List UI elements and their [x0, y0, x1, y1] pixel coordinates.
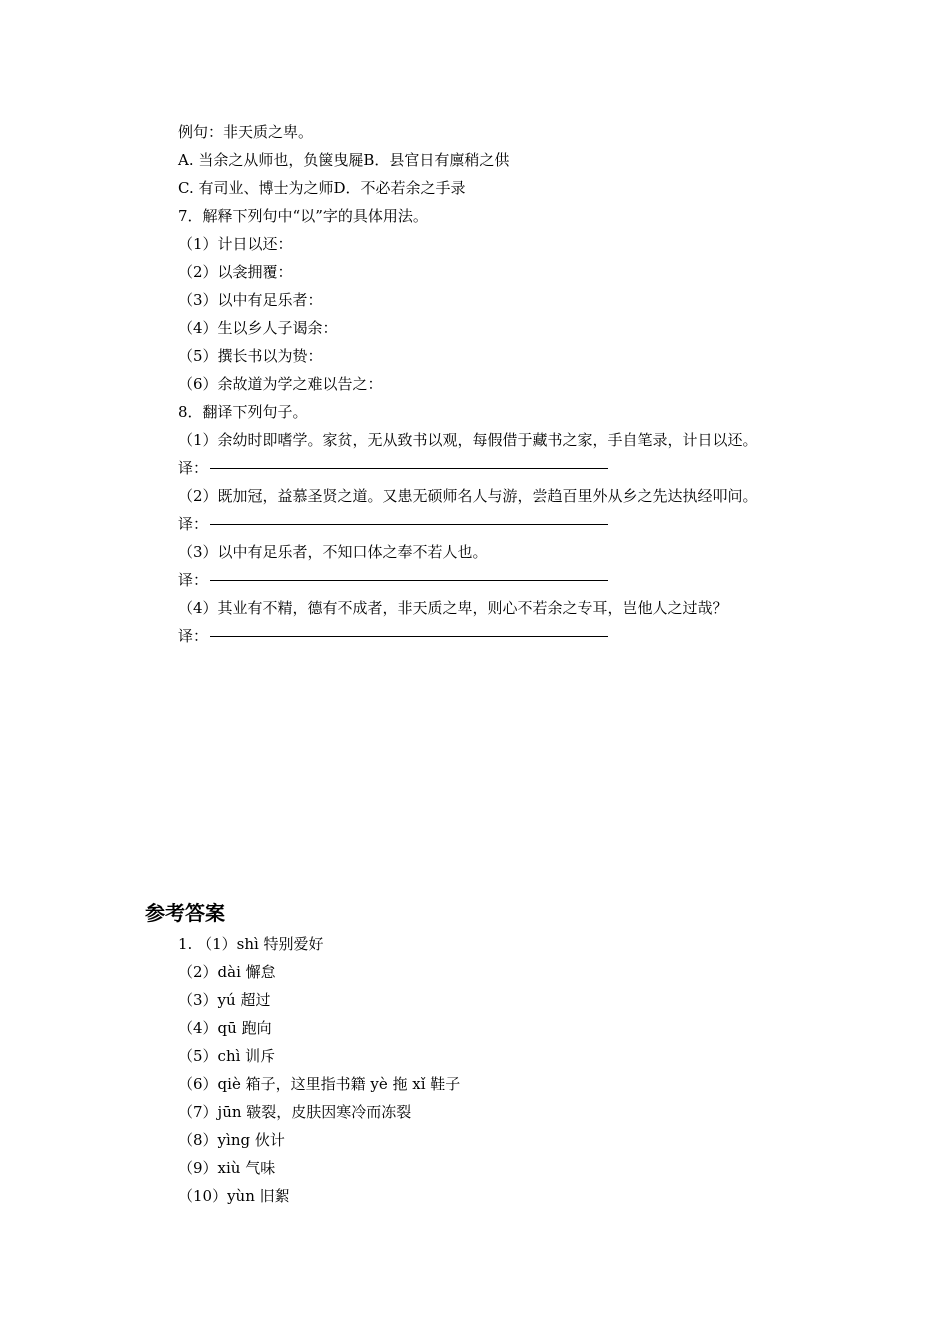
translation-label: 译： [178, 459, 209, 477]
answer-blank[interactable] [210, 467, 608, 469]
answer-item: （3）yú 超过 [178, 991, 271, 1009]
answer-item: （2）dài 懈怠 [178, 963, 276, 981]
answer-item: （5）chì 训斥 [178, 1047, 276, 1065]
answer-blank[interactable] [210, 523, 608, 525]
answer-blank[interactable] [210, 579, 608, 581]
answer-item: （8）yìng 伙计 [178, 1131, 285, 1149]
translation-label: 译： [178, 627, 209, 645]
translation-line [178, 566, 858, 594]
question-7-item: （3）以中有足乐者： [178, 291, 323, 309]
question-7-item: （6）余故道为学之难以告之： [178, 375, 383, 393]
translation-label: 译： [178, 571, 209, 589]
question-8-title: 8．翻译下列句子。 [178, 403, 308, 421]
answer-item: 1. （1）shì 特别爱好 [178, 935, 324, 953]
options-a-b: A. 当余之从师也，负箧曳屣B．县官日有廪稍之供 [178, 151, 510, 169]
answer-blank[interactable] [210, 635, 608, 637]
question-8-sentence: （2）既加冠，益慕圣贤之道。又患无硕师名人与游，尝趋百里外从乡之先达执经叩问。 [178, 487, 758, 505]
answer-item: （6）qiè 箱子，这里指书籍 yè 拖 xǐ 鞋子 [178, 1075, 461, 1093]
answer-item: （4）qū 跑向 [178, 1019, 272, 1037]
questions-section [178, 118, 858, 650]
answer-item: （10）yùn 旧絮 [178, 1187, 290, 1205]
answers-section [178, 930, 858, 1210]
question-7-title: 7．解释下列句中“以”字的具体用法。 [178, 207, 428, 225]
question-7-item: （1）计日以还： [178, 235, 293, 253]
options-c-d: C. 有司业、博士为之师D．不必若余之手录 [178, 179, 466, 197]
question-8-sentence: （3）以中有足乐者，不知口体之奉不若人也。 [178, 543, 488, 561]
translation-line [178, 622, 858, 650]
example-sentence: 例句：非天质之卑。 [178, 123, 314, 141]
translation-line [178, 454, 858, 482]
translation-label: 译： [178, 515, 209, 533]
question-7-item: （4）生以乡人子谒余： [178, 319, 338, 337]
question-8-sentence: （4）其业有不精，德有不成者，非天质之卑，则心不若余之专耳，岂他人之过哉？ [178, 599, 728, 617]
answer-item: （7）jūn 皲裂，皮肤因寒冷而冻裂 [178, 1103, 412, 1121]
answer-item: （9）xiù 气味 [178, 1159, 276, 1177]
translation-line [178, 510, 858, 538]
question-7-item: （2）以衾拥覆： [178, 263, 293, 281]
question-7-item: （5）撰长书以为贽： [178, 347, 323, 365]
question-8-sentence: （1）余幼时即嗜学。家贫，无从致书以观，每假借于藏书之家，手自笔录，计日以还。 [178, 431, 758, 449]
answers-title: 参考答案 [145, 901, 225, 925]
